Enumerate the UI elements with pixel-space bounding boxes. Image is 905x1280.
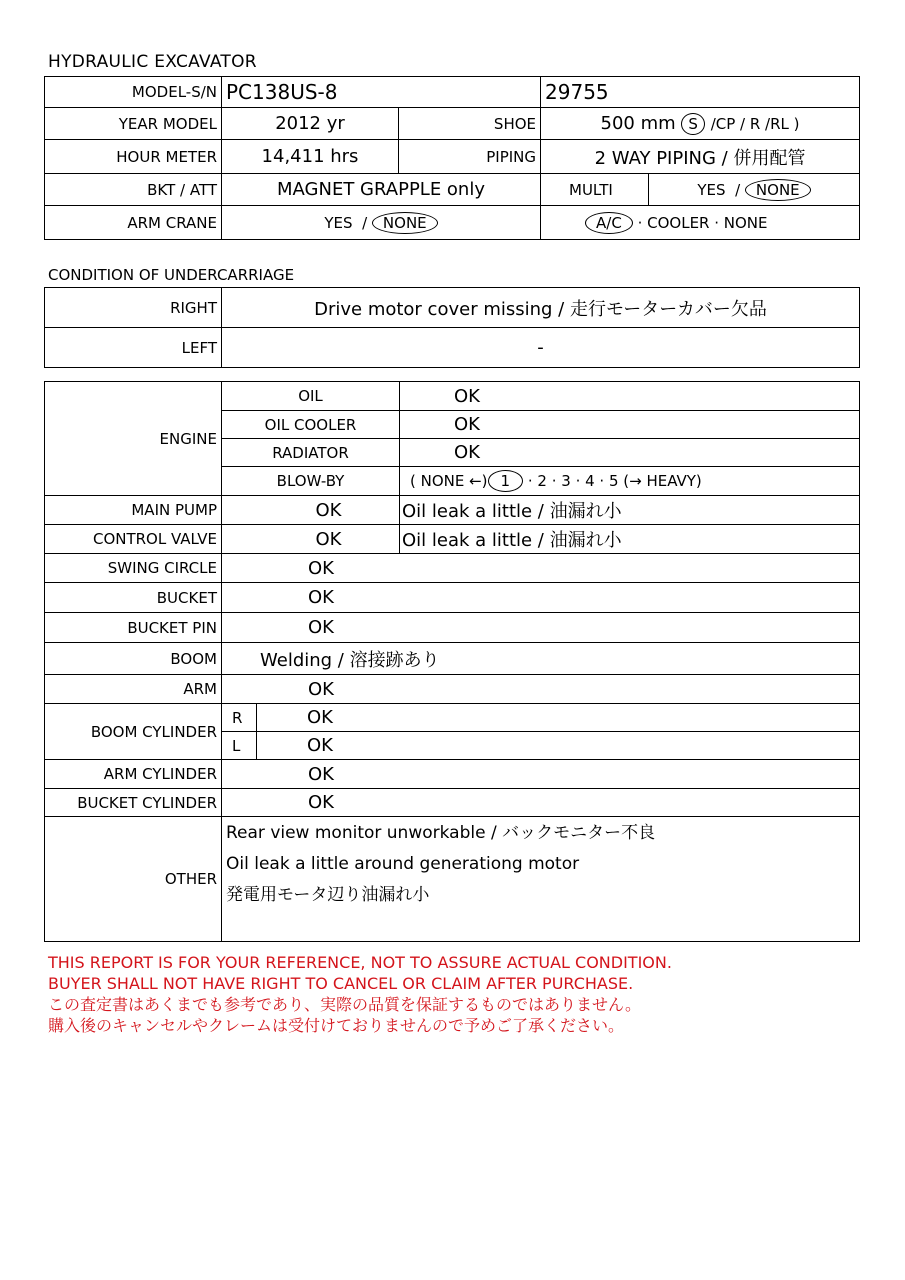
bkt-value: MAGNET GRAPPLE only [222,174,541,206]
arm-crane-selected: NONE [372,212,438,234]
undercarriage-table [44,287,860,368]
inspection-table [44,381,860,942]
disclaimer-line: この査定書はあくまでも参考であり、実際の品質を保証するものではありません。 [48,995,641,1014]
other-note-line: Oil leak a little around generationg motor [226,854,580,874]
blowby-selected: 1 [488,470,524,492]
multi-selected: NONE [745,179,811,201]
ac-options: · COOLER · NONE [637,213,768,232]
model-value: PC138US-8 [222,77,541,108]
multi-value [649,174,860,206]
swing-circle-value: OK [222,554,860,583]
oil-value: OK [400,382,860,411]
main-pump-value: OK [222,496,400,525]
year-value: 2012 yr [222,108,399,140]
boom-cyl-r-value: OK [257,704,860,732]
oil-cooler-value: OK [400,411,860,439]
multi-sep: / [735,180,741,199]
boom-value: Welding / 溶接跡あり [222,643,860,675]
arm-crane-sep: / [362,213,368,232]
bucket-pin-value: OK [222,613,860,643]
control-valve-label: CONTROL VALVE [45,525,222,554]
blowby-label: BLOW-BY [222,467,400,496]
blowby-start: ( NONE ←) [410,472,488,490]
other-note-line: Rear view monitor unworkable / バックモニター不良 [226,823,656,843]
disclaimer-line: BUYER SHALL NOT HAVE RIGHT TO CANCEL OR CLAIM AFTER PURCHASE. [48,974,634,993]
disclaimer [48,952,672,1036]
multi-label: MULTI [541,174,649,206]
bucket-cylinder-label: BUCKET CYLINDER [45,789,222,817]
disclaimer-line: THIS REPORT IS FOR YOUR REFERENCE, NOT TO ASSURE ACTUAL CONDITION. [48,953,672,972]
boom-label: BOOM [45,643,222,675]
shoe-size: 500 mm [600,112,676,134]
bucket-cylinder-value: OK [222,789,860,817]
shoe-label: SHOE [399,108,541,140]
hour-label: HOUR METER [45,140,222,174]
main-pump-label: MAIN PUMP [45,496,222,525]
other-label: OTHER [45,817,222,942]
arm-cylinder-label: ARM CYLINDER [45,760,222,789]
left-value: - [222,328,860,368]
oil-label: OIL [222,382,400,411]
bucket-pin-label: BUCKET PIN [45,613,222,643]
arm-value: OK [222,675,860,704]
piping-value: 2 WAY PIPING / 併用配管 [541,140,860,174]
boom-cyl-r-label: R [222,704,257,732]
boom-cyl-l-value: OK [257,732,860,760]
other-note-line: 発電用モータ辺り油漏れ小 [226,885,430,905]
swing-circle-label: SWING CIRCLE [45,554,222,583]
right-label: RIGHT [45,288,222,328]
control-valve-note: Oil leak a little / 油漏れ小 [400,525,860,554]
hours-value: 14,411 hrs [222,140,399,174]
arm-crane-yes: YES [324,213,353,232]
piping-label: PIPING [399,140,541,174]
ac-selected: A/C [585,212,633,234]
document-title: HYDRAULIC EXCAVATOR [48,52,257,72]
shoe-value [541,108,860,140]
arm-crane-value [222,206,541,240]
control-valve-value: OK [222,525,400,554]
blowby-scale [400,467,860,496]
radiator-value: OK [400,439,860,467]
other-notes [222,817,860,942]
main-pump-note: Oil leak a little / 油漏れ小 [400,496,860,525]
bucket-label: BUCKET [45,583,222,613]
shoe-selected: S [681,113,705,135]
boom-cylinder-label: BOOM CYLINDER [45,704,222,760]
multi-yes: YES [697,180,726,199]
disclaimer-line: 購入後のキャンセルやクレームは受付けておりませんので予めご了承ください。 [48,1016,625,1035]
ac-value [541,206,860,240]
right-value: Drive motor cover missing / 走行モーターカバー欠品 [222,288,860,328]
machine-info-table [44,76,860,240]
left-label: LEFT [45,328,222,368]
arm-label: ARM [45,675,222,704]
model-sn-label: MODEL-S/N [45,77,222,108]
serial-value: 29755 [541,77,860,108]
bkt-label: BKT / ATT [45,174,222,206]
arm-crane-label: ARM CRANE [45,206,222,240]
blowby-rest: · 2 · 3 · 4 · 5 (→ HEAVY) [527,472,702,490]
undercarriage-title: CONDITION OF UNDERCARRIAGE [48,266,295,284]
radiator-label: RADIATOR [222,439,400,467]
oil-cooler-label: OIL COOLER [222,411,400,439]
bucket-value: OK [222,583,860,613]
shoe-options: /CP / R /RL ) [710,114,800,133]
engine-label: ENGINE [45,382,222,496]
year-label: YEAR MODEL [45,108,222,140]
boom-cyl-l-label: L [222,732,257,760]
arm-cylinder-value: OK [222,760,860,789]
